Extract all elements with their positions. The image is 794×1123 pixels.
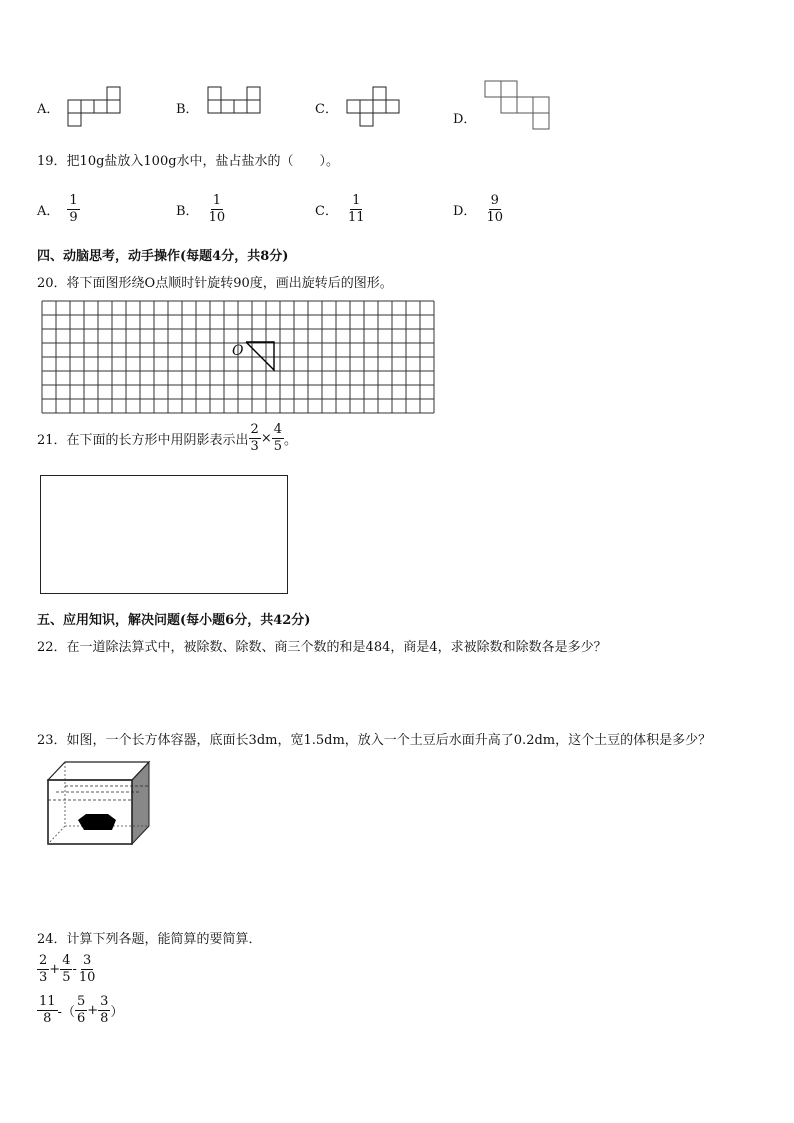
expression-2 <box>37 994 123 1027</box>
denominator: 5 <box>62 970 71 985</box>
expression-1 <box>37 953 97 986</box>
q19-stem: 19．把10g盐放入100g水中，盐占盐水的（ ）。 <box>37 154 340 169</box>
denominator: 3 <box>39 970 48 985</box>
option-label: A． <box>37 101 60 117</box>
denominator: 11 <box>347 210 365 225</box>
q20-stem: 20．将下面图形绕O点顺时针旋转90度，画出旋转后的图形。 <box>37 276 393 291</box>
q23-stem: 23．如图，一个长方体容器，底面长3dm，宽1.5dm，放入一个土豆后水面升高了0.2dm，这个土豆的体积是多少？ <box>37 733 712 748</box>
grid-canvas <box>41 300 435 416</box>
numerator: 1 <box>212 193 221 208</box>
cube-net-a-icon <box>67 86 123 128</box>
q19-option-c[interactable] <box>315 193 367 226</box>
fraction <box>77 953 98 986</box>
q18-option-b[interactable] <box>176 86 263 128</box>
numerator: 5 <box>76 994 86 1009</box>
numerator: 3 <box>83 953 92 968</box>
times-sign: × <box>260 431 272 446</box>
q19-option-d[interactable] <box>453 193 505 226</box>
q21-stem-prefix: 21．在下面的长方形中用阴影表示出 <box>37 433 249 448</box>
numerator: 2 <box>250 422 259 437</box>
fraction <box>484 193 505 226</box>
operator: + <box>87 1003 99 1018</box>
denominator: 10 <box>208 210 226 225</box>
q24-stem: 24．计算下列各题，能简算的要简算． <box>37 932 262 947</box>
fraction <box>75 994 87 1027</box>
option-label: A． <box>37 204 60 219</box>
denominator: 9 <box>69 210 78 225</box>
operator: - <box>72 962 77 977</box>
numerator: 11 <box>39 994 56 1009</box>
denominator: 3 <box>250 439 259 454</box>
operator: -（ <box>57 1005 75 1020</box>
q22-stem: 22．在一道除法算式中，被除数、除数、商三个数的和是484，商是4，求被除数和除数各是多少？ <box>37 640 607 655</box>
fraction <box>346 193 367 226</box>
fraction <box>67 193 79 226</box>
close-paren: ） <box>110 1005 124 1020</box>
fraction-2 <box>272 422 284 455</box>
q18-option-a[interactable] <box>37 86 123 128</box>
denominator: 5 <box>273 439 283 454</box>
numerator: 9 <box>490 193 499 208</box>
point-o-label: O <box>232 343 244 359</box>
triangle-shape <box>246 342 274 370</box>
denominator: 10 <box>486 210 503 225</box>
option-label: C． <box>315 101 338 117</box>
option-label: D． <box>453 111 477 127</box>
fraction-1 <box>249 422 261 455</box>
fraction <box>98 994 110 1027</box>
numerator: 1 <box>352 193 361 208</box>
numerator: 2 <box>39 953 48 968</box>
fraction <box>207 193 228 226</box>
cube-net-d-icon <box>484 80 554 134</box>
cuboid-container-icon <box>46 758 156 850</box>
numerator: 4 <box>273 422 283 437</box>
section-4-title: 四、动脑思考，动手操作(每题4分，共8分) <box>37 249 289 264</box>
numerator: 4 <box>62 953 71 968</box>
fraction <box>37 994 58 1027</box>
operator: + <box>49 962 61 977</box>
cube-net-b-icon <box>207 86 263 128</box>
numerator: 1 <box>69 193 78 208</box>
option-label: D． <box>453 204 477 219</box>
section-5-title: 五、应用知识，解决问题(每小题6分，共42分) <box>37 613 311 628</box>
q19-option-b[interactable] <box>176 193 227 226</box>
denominator: 8 <box>43 1011 52 1026</box>
denominator: 8 <box>100 1011 109 1026</box>
shading-rectangle[interactable] <box>40 475 288 594</box>
cube-net-c-icon <box>346 86 404 128</box>
fraction <box>37 953 49 986</box>
option-label: B． <box>176 101 199 117</box>
fraction <box>60 953 72 986</box>
q21-stem-suffix: 。 <box>284 433 298 448</box>
denominator: 10 <box>78 970 96 985</box>
q18-option-c[interactable] <box>315 86 404 128</box>
q21-stem <box>37 422 297 455</box>
rotation-grid[interactable] <box>41 300 435 416</box>
q19-option-a[interactable] <box>37 193 80 226</box>
option-label: B． <box>176 204 199 219</box>
option-label: C． <box>315 204 338 219</box>
cuboid-container-figure <box>46 758 156 850</box>
q18-option-d[interactable] <box>453 80 554 134</box>
denominator: 6 <box>76 1011 86 1026</box>
numerator: 3 <box>100 994 109 1009</box>
